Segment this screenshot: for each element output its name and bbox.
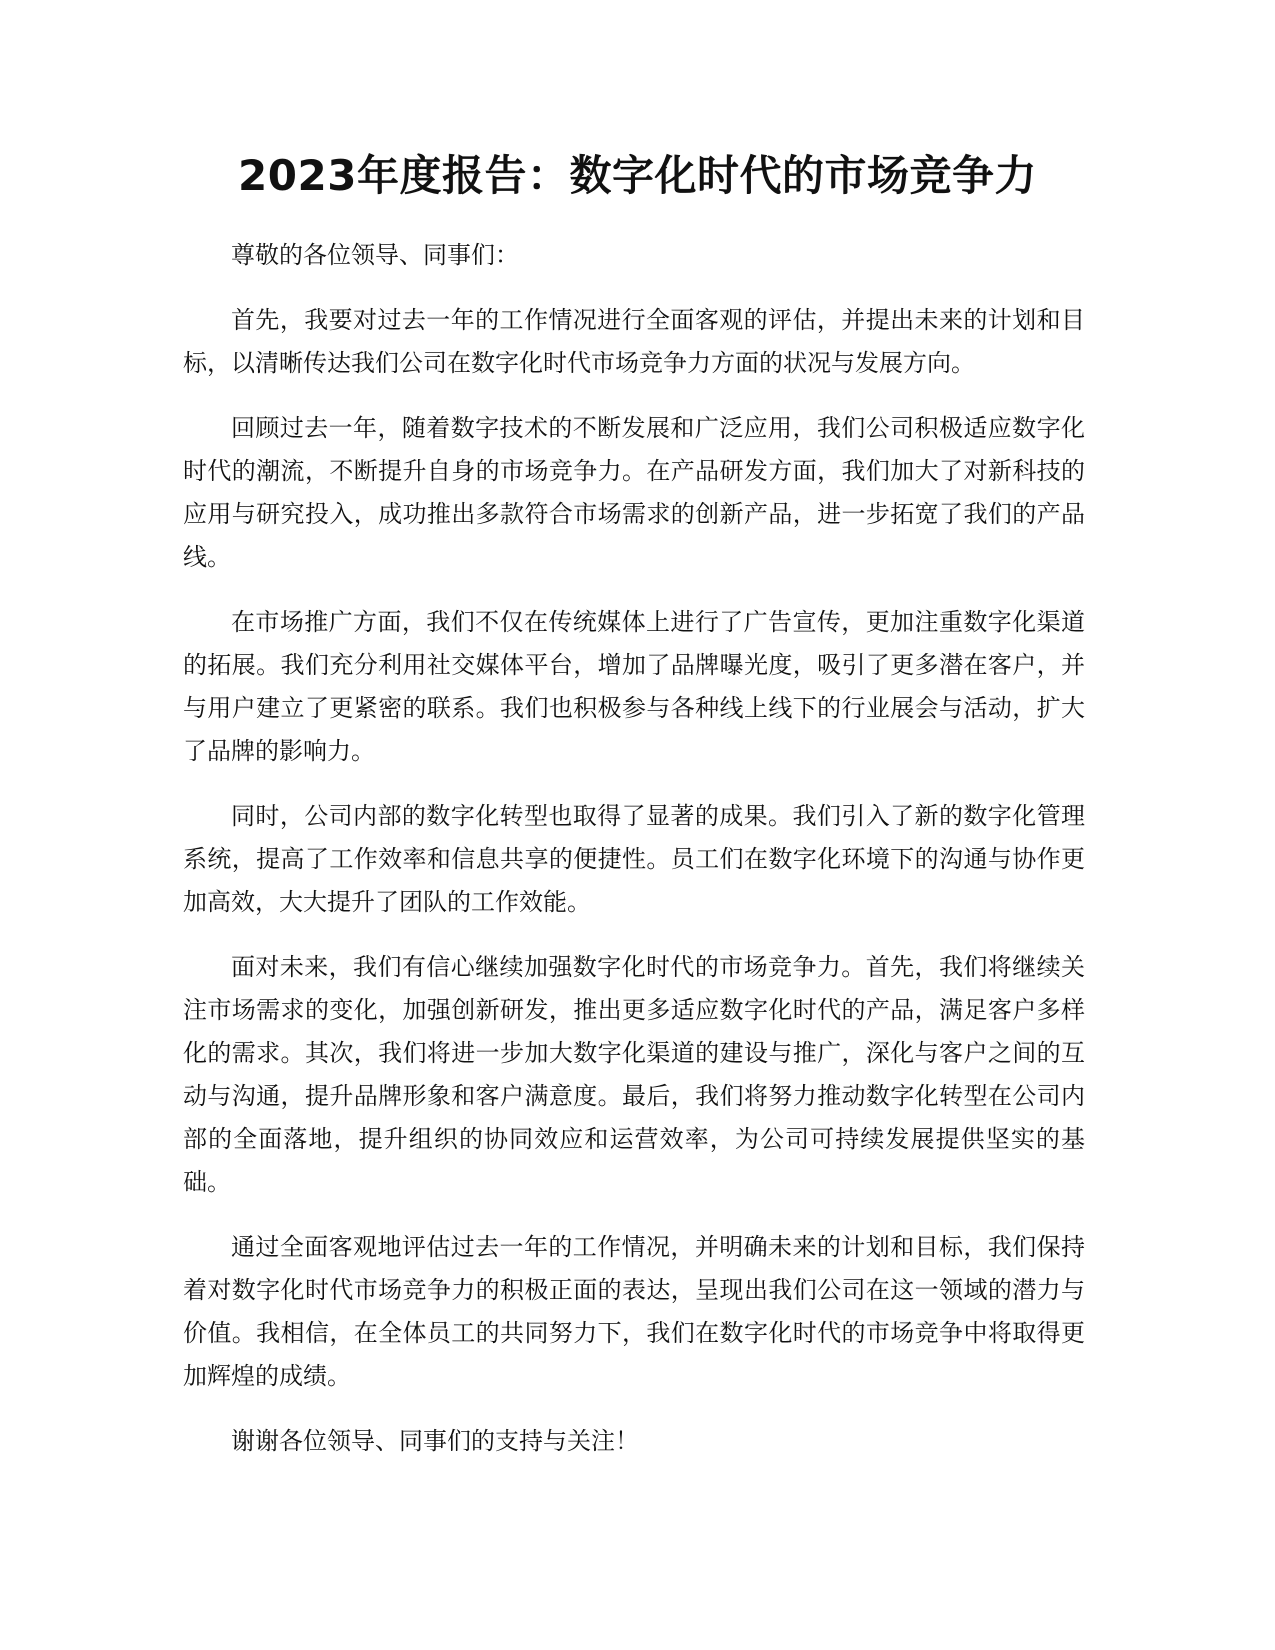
- body-paragraph: 同时，公司内部的数字化转型也取得了显著的成果。我们引入了新的数字化管理系统，提高了工作效率和信息共享的便捷性。员工们在数字化环境下的沟通与协作更加高效，大大提升了团队的工作效能。: [183, 802, 1085, 916]
- body-paragraph: 在市场推广方面，我们不仅在传统媒体上进行了广告宣传，更加注重数字化渠道的拓展。我们充分利用社交媒体平台，增加了品牌曝光度，吸引了更多潜在客户，并与用户建立了更紧密的联系。我们也积极参与各种线上线下的行业展会与活动，扩大了品牌的影响力。: [183, 608, 1085, 765]
- document-body: [183, 234, 1085, 1485]
- greeting-paragraph: 尊敬的各位领导、同事们：: [231, 241, 519, 269]
- body-paragraph: 面对未来，我们有信心继续加强数字化时代的市场竞争力。首先，我们将继续关注市场需求的变化，加强创新研发，推出更多适应数字化时代的产品，满足客户多样化的需求。其次，我们将进一步加大数字化渠道的建设与推广，深化与客户之间的互动与沟通，提升品牌形象和客户满意度。最后，我们将努力推动数字化转型在公司内部的全面落地，提升组织的协同效应和运营效率，为公司可持续发展提供坚实的基础。: [183, 953, 1085, 1196]
- body-paragraph: 通过全面客观地评估过去一年的工作情况，并明确未来的计划和目标，我们保持着对数字化时代市场竞争力的积极正面的表达，呈现出我们公司在这一领域的潜力与价值。我相信，在全体员工的共同努力下，我们在数字化时代的市场竞争中将取得更加辉煌的成绩。: [183, 1233, 1085, 1390]
- body-paragraph: 回顾过去一年，随着数字技术的不断发展和广泛应用，我们公司积极适应数字化时代的潮流，不断提升自身的市场竞争力。在产品研发方面，我们加大了对新科技的应用与研究投入，成功推出多款符合市场需求的创新产品，进一步拓宽了我们的产品线。: [183, 414, 1085, 571]
- closing-paragraph: 谢谢各位领导、同事们的支持与关注！: [231, 1427, 639, 1455]
- body-paragraph: 首先，我要对过去一年的工作情况进行全面客观的评估，并提出未来的计划和目标，以清晰传达我们公司在数字化时代市场竞争力方面的状况与发展方向。: [183, 306, 1085, 377]
- page-title: 2023年度报告：数字化时代的市场竞争力: [238, 151, 1037, 200]
